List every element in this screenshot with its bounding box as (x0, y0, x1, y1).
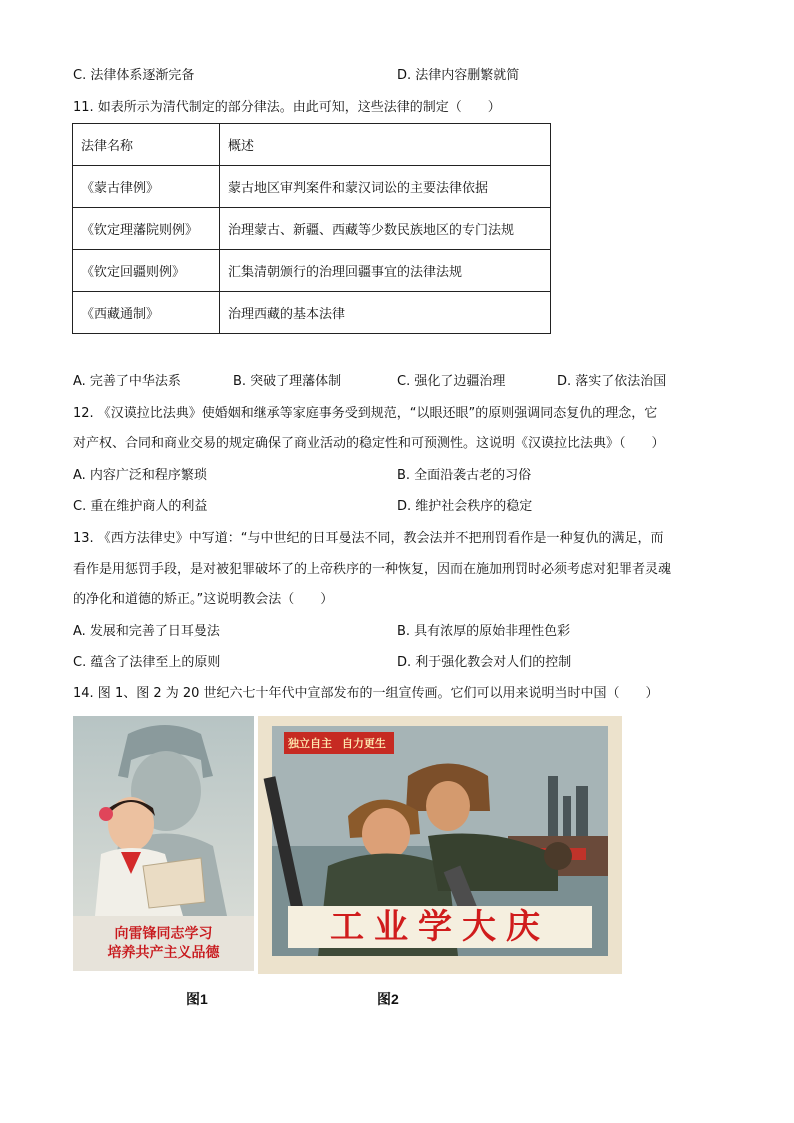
table-header-cell: 法律名称 (73, 124, 220, 166)
table-cell: 蒙古地区审判案件和蒙汉词讼的主要法律依据 (220, 166, 551, 208)
table-cell: 治理西藏的基本法律 (220, 292, 551, 334)
table-cell: 《钦定回疆则例》 (73, 250, 220, 292)
table-cell: 《西藏通制》 (73, 292, 220, 334)
table-cell: 《钦定理藩院则例》 (73, 208, 220, 250)
q12-option-d: D. 维护社会秩序的稳定 (397, 499, 533, 514)
q12-option-a: A. 内容广泛和程序繁琐 (73, 468, 207, 483)
table-header-row (73, 124, 551, 166)
table-cell: 汇集清朝颁行的治理回疆事宜的法律法规 (220, 250, 551, 292)
q12-stem-line1: 12. 《汉谟拉比法典》使婚姻和继承等家庭事务受到规范，“以眼还眼”的原则强调同态复仇的理念，它 (73, 406, 658, 421)
poster-1-image (73, 716, 254, 971)
q12-option-b: B. 全面沿袭古老的习俗 (397, 468, 532, 483)
q13-stem-line2: 看作是用惩罚手段，是对被犯罪破坏了的上帝秩序的一种恢复，因而在施加刑罚时必须考虑对犯罪者灵魂 (73, 562, 672, 577)
q13-option-b: B. 具有浓厚的原始非理性色彩 (397, 624, 571, 639)
q11-stem: 11. 如表所示为清代制定的部分律法。由此可知，这些法律的制定（ ） (73, 100, 501, 115)
table-row (73, 208, 551, 250)
poster-1-slogan-line2: 培养共产主义品德 (107, 945, 220, 961)
table-row (73, 250, 551, 292)
q10-option-c: C. 法律体系逐渐完备 (73, 68, 195, 83)
figure-2-caption: 图2 (377, 991, 399, 1007)
poster-2-image (258, 716, 622, 974)
q11-option-d: D. 落实了依法治国 (557, 374, 667, 389)
poster-1-slogan-line1: 向雷锋同志学习 (114, 926, 213, 942)
q13-option-d: D. 利于强化教会对人们的控制 (397, 655, 572, 670)
table-header-cell: 概述 (220, 124, 551, 166)
poster-2-banner-1: 独立自主 (288, 737, 332, 750)
poster-2-slogan: 工业学大庆 (330, 907, 550, 947)
q11-law-table (72, 123, 551, 334)
q11-option-c: C. 强化了边疆治理 (397, 374, 506, 389)
q14-stem: 14. 图 1、图 2 为 20 世纪六七十年代中宣部发布的一组宣传画。它们可以用来说明当时中国（ ） (73, 686, 659, 701)
figure-1-caption: 图1 (186, 991, 208, 1007)
q12-stem-line2: 对产权、合同和商业交易的规定确保了商业活动的稳定性和可预测性。这说明《汉谟拉比法典》（ ） (73, 436, 665, 451)
q10-option-d: D. 法律内容删繁就简 (397, 68, 520, 83)
q13-stem-line1: 13. 《西方法律史》中写道：“与中世纪的日耳曼法不同，教会法并不把刑罚看作是一种复仇的满足，而 (73, 531, 664, 546)
q13-option-c: C. 蕴含了法律至上的原则 (73, 655, 221, 670)
table-row (73, 292, 551, 334)
q11-option-a: A. 完善了中华法系 (73, 374, 181, 389)
q11-option-b: B. 突破了理藩体制 (233, 374, 342, 389)
poster-2-banner-2: 自力更生 (341, 737, 386, 750)
q13-option-a: A. 发展和完善了日耳曼法 (73, 624, 220, 639)
table-cell: 《蒙古律例》 (73, 166, 220, 208)
q12-option-c: C. 重在维护商人的利益 (73, 499, 208, 514)
table-row (73, 166, 551, 208)
table-cell: 治理蒙古、新疆、西藏等少数民族地区的专门法规 (220, 208, 551, 250)
q13-stem-line3: 的净化和道德的矫正。”这说明教会法（ ） (73, 592, 334, 607)
